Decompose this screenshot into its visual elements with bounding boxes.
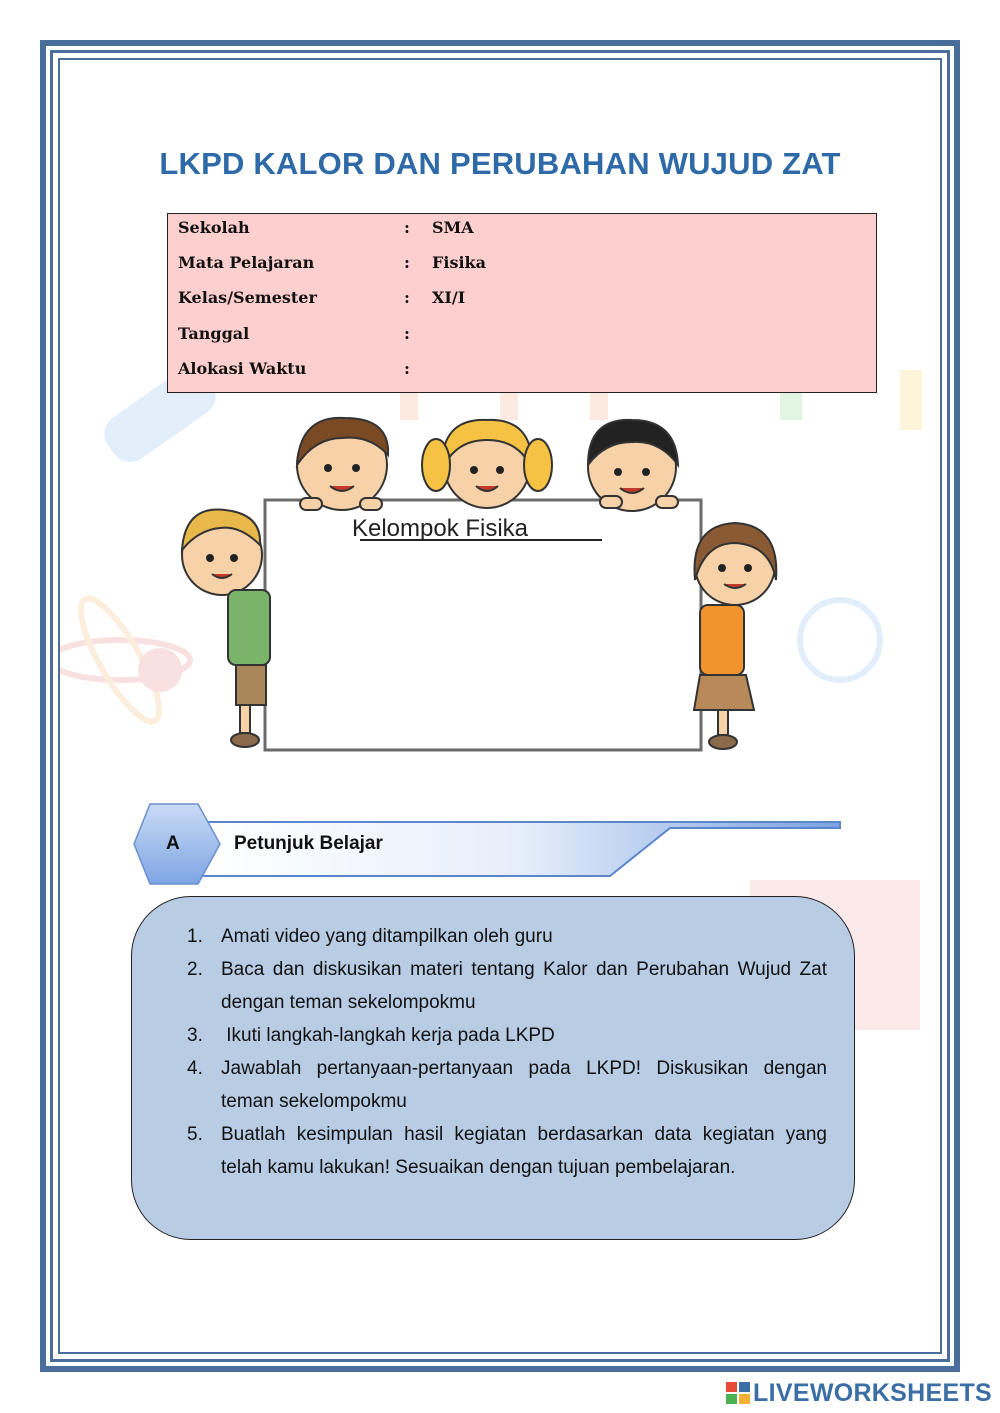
info-colon: : [404, 253, 410, 272]
list-item-text: Ikuti langkah-langkah kerja pada LKPD [221, 1025, 555, 1046]
info-row-mata-pelajaran [178, 253, 858, 283]
list-item [187, 920, 827, 953]
page-title: LKPD KALOR DAN PERUBAHAN WUJUD ZAT [159, 146, 841, 181]
section-heading: Petunjuk Belajar [234, 833, 383, 854]
list-item-text: Baca dan diskusikan materi tentang Kalor dan Perubahan Wujud Zat dengan teman sekelompokmu [221, 959, 827, 1013]
liveworksheets-logo-icon [726, 1382, 750, 1404]
list-item-text: Jawablah pertanyaan-pertanyaan pada LKPD! Diskusikan dengan teman sekelompokmu [221, 1058, 827, 1112]
info-label: Sekolah [178, 218, 250, 237]
list-item-text: Amati video yang ditampilkan oleh guru [221, 926, 553, 947]
info-value: XI/I [432, 288, 466, 307]
list-item-number: 1. [187, 926, 203, 947]
list-item [187, 953, 827, 1019]
info-row-alokasi-waktu [178, 359, 858, 389]
liveworksheets-watermark [726, 1377, 992, 1409]
instructions-list [187, 920, 827, 1184]
list-item-number: 3. [187, 1025, 203, 1046]
kids-holding-board-illustration [170, 410, 810, 765]
info-value: SMA [432, 218, 474, 237]
info-colon: : [404, 359, 410, 378]
info-row-tanggal [178, 324, 858, 354]
info-row-sekolah [178, 218, 858, 248]
info-label: Alokasi Waktu [178, 359, 307, 378]
list-item [187, 1019, 827, 1052]
info-table [167, 213, 877, 393]
list-item [187, 1118, 827, 1184]
list-item-number: 5. [187, 1124, 203, 1145]
info-row-kelas-semester [178, 288, 858, 318]
info-label: Mata Pelajaran [178, 253, 315, 272]
watermark-text: LIVEWORKSHEETS [753, 1378, 992, 1407]
info-colon: : [404, 218, 410, 237]
info-label: Tanggal [178, 324, 250, 343]
info-value: Fisika [432, 253, 486, 272]
list-item-number: 4. [187, 1058, 203, 1079]
list-item [187, 1052, 827, 1118]
list-item-number: 2. [187, 959, 203, 980]
info-colon: : [404, 324, 410, 343]
board-title-text: Kelompok Fisika [351, 515, 529, 542]
info-colon: : [404, 288, 410, 307]
list-item-text: Buatlah kesimpulan hasil kegiatan berdasarkan data kegiatan yang telah kamu lakukan! Sesuaikan dengan tujuan pembelajaran. [221, 1124, 827, 1178]
section-letter: A [166, 833, 180, 854]
info-label: Kelas/Semester [178, 288, 317, 307]
